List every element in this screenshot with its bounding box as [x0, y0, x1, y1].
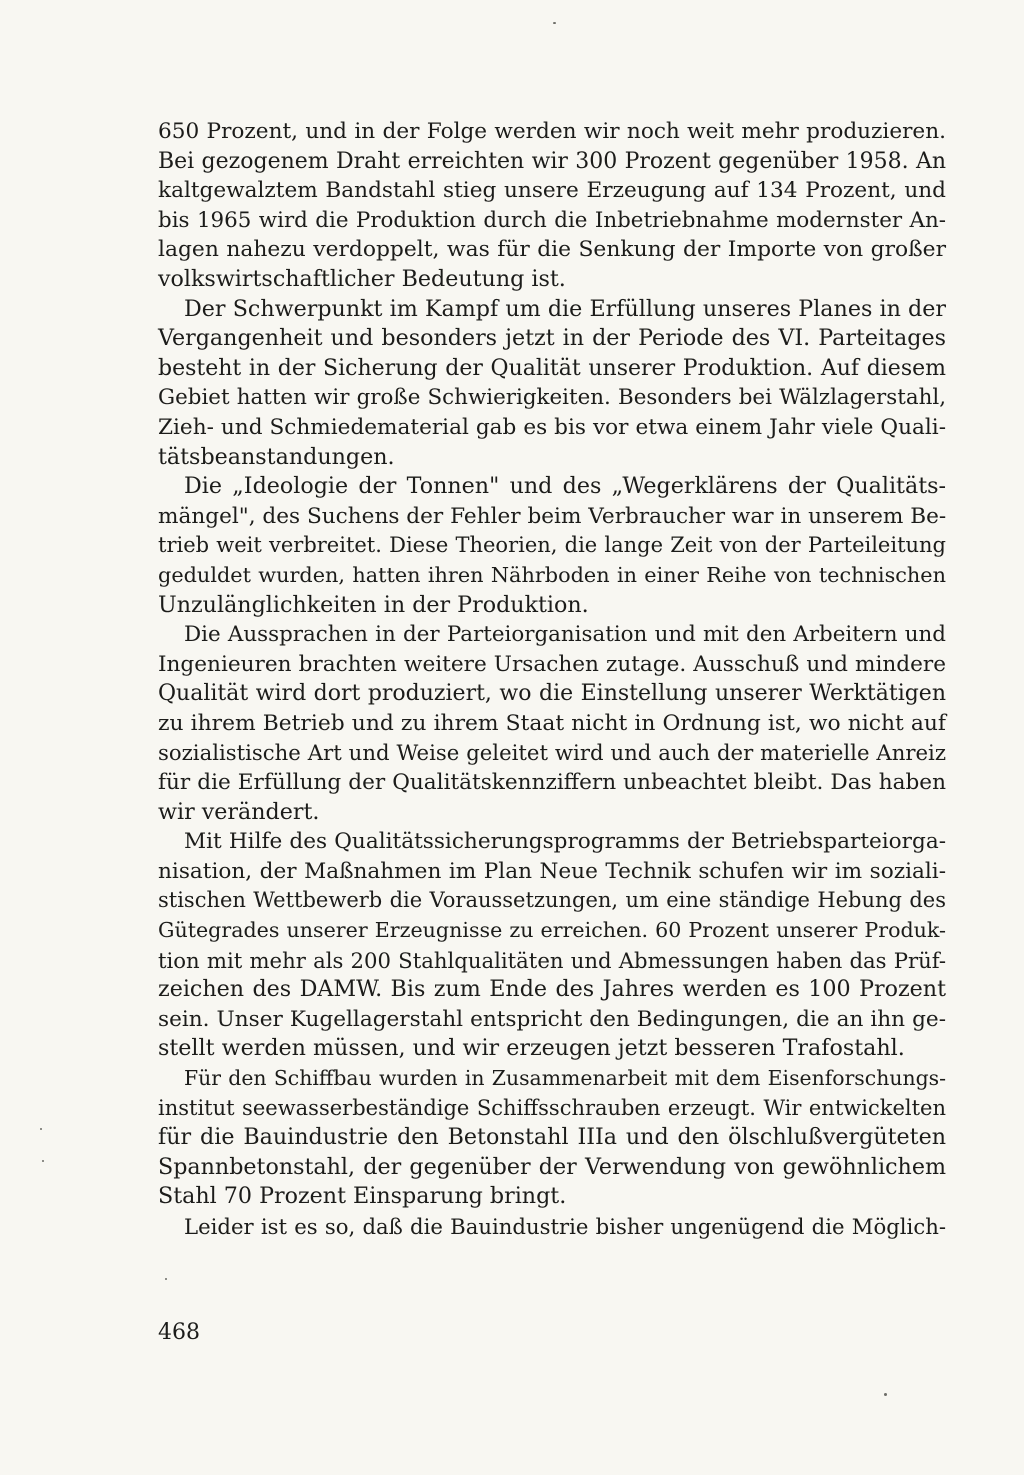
text-line: kaltgewalztem Bandstahl stieg unsere Erzeugung auf 134 Prozent, und: [158, 178, 946, 204]
text-line: wir verändert.: [158, 798, 320, 825]
text-line: Gütegrades unserer Erzeugnisse zu erreichen. 60 Prozent unserer Produk-: [158, 918, 946, 943]
text-line: Stahl 70 Prozent Einsparung bringt.: [158, 1183, 567, 1210]
scan-speck: [165, 1278, 167, 1280]
text-line: sozialistische Art und Weise geleitet wird und auch der materielle Anreiz: [158, 740, 946, 766]
text-line: Zieh- und Schmiedematerial gab es bis vor etwa einem Jahr viele Quali-: [158, 414, 946, 440]
text-line: Die Aussprachen in der Parteiorganisation und mit den Arbeitern und: [184, 622, 946, 648]
page-number: 468: [158, 1320, 200, 1345]
text-line: für die Erfüllung der Qualitätskennziffern unbeachtet bleibt. Das haben: [158, 770, 946, 796]
scan-speck: [42, 1160, 44, 1162]
scan-speck: [884, 1393, 887, 1396]
text-line: Unzulänglichkeiten in der Produktion.: [158, 591, 589, 618]
text-line: geduldet wurden, hatten ihren Nährboden in einer Reihe von technischen: [158, 562, 946, 587]
text-line: Gebiet hatten wir große Schwierigkeiten. Besonders bei Wälzlagerstahl,: [158, 385, 946, 411]
text-line: Qualität wird dort produziert, wo die Einstellung unserer Werktätigen: [158, 681, 946, 707]
text-line: besteht in der Sicherung der Qualität unserer Produktion. Auf diesem: [158, 355, 946, 381]
text-line: 650 Prozent, und in der Folge werden wir noch weit mehr produzieren.: [158, 119, 946, 144]
text-line: zu ihrem Betrieb und zu ihrem Staat nicht in Ordnung ist, wo nicht auf: [158, 710, 946, 736]
text-line: Vergangenheit und besonders jetzt in der Periode des VI. Parteitages: [158, 325, 946, 352]
text-line: trieb weit verbreitet. Diese Theorien, die lange Zeit von der Parteileitung: [158, 533, 946, 558]
scan-speck: [553, 22, 556, 24]
text-line: Spannbetonstahl, der gegenüber der Verwendung von gewöhnlichem: [158, 1153, 946, 1180]
text-line: volkswirtschaftlicher Bedeutung ist.: [158, 265, 566, 292]
text-line: für die Bauindustrie den Betonstahl IIIa und den ölschlußvergüteten: [158, 1124, 946, 1151]
text-line: mängel", des Suchens der Fehler beim Verbraucher war in unserem Be-: [158, 503, 947, 529]
text-line: Ingenieuren brachten weitere Ursachen zutage. Ausschuß und mindere: [158, 651, 946, 677]
body-text: [158, 117, 946, 1242]
text-line: Für den Schiffbau wurden in Zusammenarbeit mit dem Eisenforschungs-: [184, 1066, 946, 1090]
text-line: nisation, der Maßnahmen im Plan Neue Technik schufen wir im soziali-: [158, 858, 946, 884]
text-line: lagen nahezu verdoppelt, was für die Senkung der Importe von großer: [158, 237, 946, 263]
text-line: Leider ist es so, daß die Bauindustrie bisher ungenügend die Möglich-: [184, 1213, 946, 1239]
text-line: stischen Wettbewerb die Voraussetzungen, um eine ständige Hebung des: [158, 888, 946, 913]
text-line: Bei gezogenem Draht erreichten wir 300 Prozent gegenüber 1958. An: [158, 148, 946, 174]
text-line: zeichen des DAMW. Bis zum Ende des Jahres werden es 100 Prozent: [158, 976, 946, 1003]
text-line: Mit Hilfe des Qualitätssicherungsprogramms der Betriebsparteiorga-: [184, 829, 946, 855]
text-line: tion mit mehr als 200 Stahlqualitäten und Abmessungen haben das Prüf-: [158, 947, 946, 973]
text-line: Die „Ideologie der Tonnen" und des „Wegerklärens der Qualitäts-: [184, 473, 946, 500]
text-line: bis 1965 wird die Produktion durch die Inbetriebnahme modernster An-: [158, 207, 946, 233]
text-line: stellt werden müssen, und wir erzeugen jetzt besseren Trafostahl.: [158, 1035, 905, 1062]
text-line: sein. Unser Kugellagerstahl entspricht den Bedingungen, die an ihn ge-: [158, 1006, 946, 1032]
text-line: institut seewasserbeständige Schiffsschrauben erzeugt. Wir entwickelten: [158, 1095, 946, 1120]
text-line: Der Schwerpunkt im Kampf um die Erfüllung unseres Planes in der: [184, 295, 946, 322]
scan-speck: [40, 1128, 42, 1130]
text-line: tätsbeanstandungen.: [158, 443, 395, 470]
